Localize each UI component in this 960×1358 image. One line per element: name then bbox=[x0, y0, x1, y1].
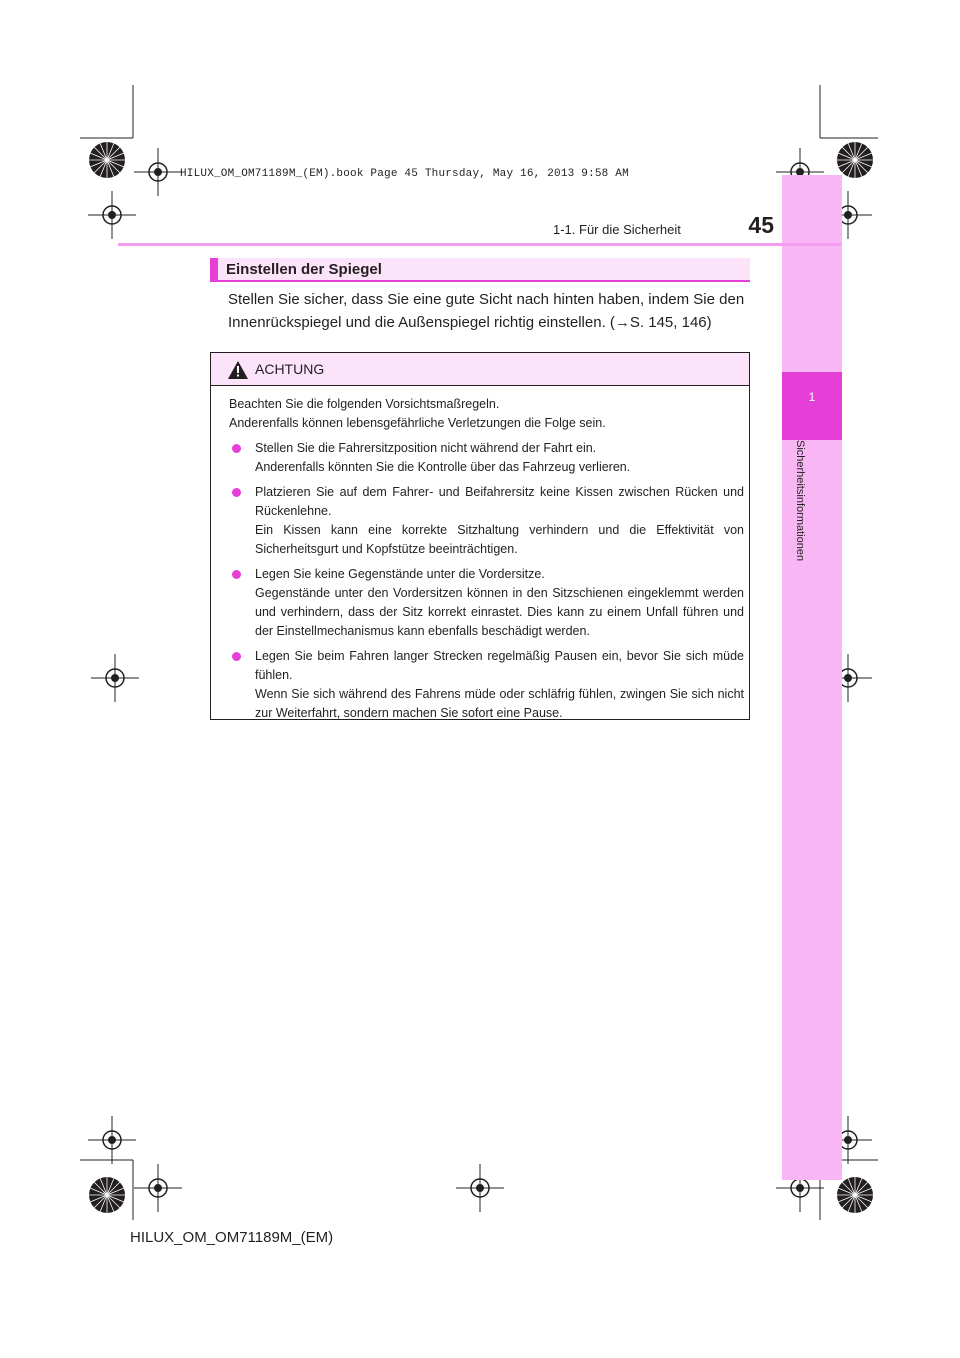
caution-item-detail: Ein Kissen kann eine korrekte Sitzhaltung verhindern und die Effektivität von Sicherheitsgurt und Kopfstütze beeinträchtigen. bbox=[255, 523, 744, 556]
caution-body bbox=[229, 395, 744, 729]
caution-item-detail: Anderenfalls könnten Sie die Kontrolle über das Fahrzeug verlieren. bbox=[255, 460, 631, 474]
caution-item-main: Legen Sie keine Gegenstände unter die Vordersitze. bbox=[255, 567, 545, 581]
print-info: HILUX_OM_OM71189M_(EM).book Page 45 Thursday, May 16, 2013 9:58 AM bbox=[180, 168, 629, 180]
intro-paragraph: Stellen Sie sicher, dass Sie eine gute Sicht nach hinten haben, indem Sie den Innenrückspiegel und die Außenspiegel richtig einstellen. (→S. 145, 146) bbox=[228, 291, 745, 331]
caution-item-main: Platzieren Sie auf dem Fahrer- und Beifahrersitz keine Kissen zwischen Rücken und Rückenlehne. bbox=[255, 485, 744, 518]
caution-item bbox=[229, 439, 744, 477]
section-heading bbox=[210, 258, 750, 282]
page-number: 45 bbox=[748, 212, 774, 238]
caution-item-detail: Gegenstände unter den Vordersitzen können in den Sitzschienen eingeklemmt werden und verhindern, dass der Sitz korrekt einrastet. Dies kann zu einem Unfall führen und der Einstellmechanismus kann ebenfalls beschädigt werden. bbox=[255, 586, 744, 638]
header-rule bbox=[118, 243, 841, 246]
caution-item-main: Legen Sie beim Fahren langer Strecken regelmäßig Pausen ein, bevor Sie sich müde fühlen. bbox=[255, 649, 744, 682]
bullet-icon bbox=[232, 444, 241, 453]
bullet-icon bbox=[232, 488, 241, 497]
section-heading-text: Einstellen der Spiegel bbox=[226, 261, 382, 278]
caution-intro bbox=[229, 395, 744, 433]
section-title: 1-1. Für die Sicherheit bbox=[553, 222, 681, 237]
caution-intro-line1: Beachten Sie die folgenden Vorsichtsmaßregeln. bbox=[229, 397, 500, 411]
chapter-tab bbox=[782, 175, 842, 1180]
caution-box bbox=[210, 352, 750, 720]
caution-title: ACHTUNG bbox=[255, 361, 325, 377]
caution-item-main: Stellen Sie die Fahrersitzposition nicht während der Fahrt ein. bbox=[255, 441, 597, 455]
caution-item bbox=[229, 647, 744, 723]
warning-icon bbox=[228, 361, 248, 379]
caution-item-detail: Wenn Sie sich während des Fahrens müde oder schläfrig fühlen, zwingen Sie sich nicht zur Weiterfahrt, sondern machen Sie sofort eine Pause. bbox=[255, 687, 744, 720]
caution-intro-line2: Anderenfalls können lebensgefährliche Verletzungen die Folge sein. bbox=[229, 416, 606, 430]
caution-header bbox=[211, 353, 749, 386]
chapter-number-tab bbox=[782, 372, 842, 440]
bullet-icon bbox=[232, 652, 241, 661]
chapter-label: Sicherheitsinformationen bbox=[794, 440, 806, 562]
chapter-number: 1 bbox=[808, 390, 816, 404]
bullet-icon bbox=[232, 570, 241, 579]
caution-item bbox=[229, 483, 744, 559]
caution-item bbox=[229, 565, 744, 641]
footer-doc-id: HILUX_OM_OM71189M_(EM) bbox=[130, 1229, 334, 1246]
